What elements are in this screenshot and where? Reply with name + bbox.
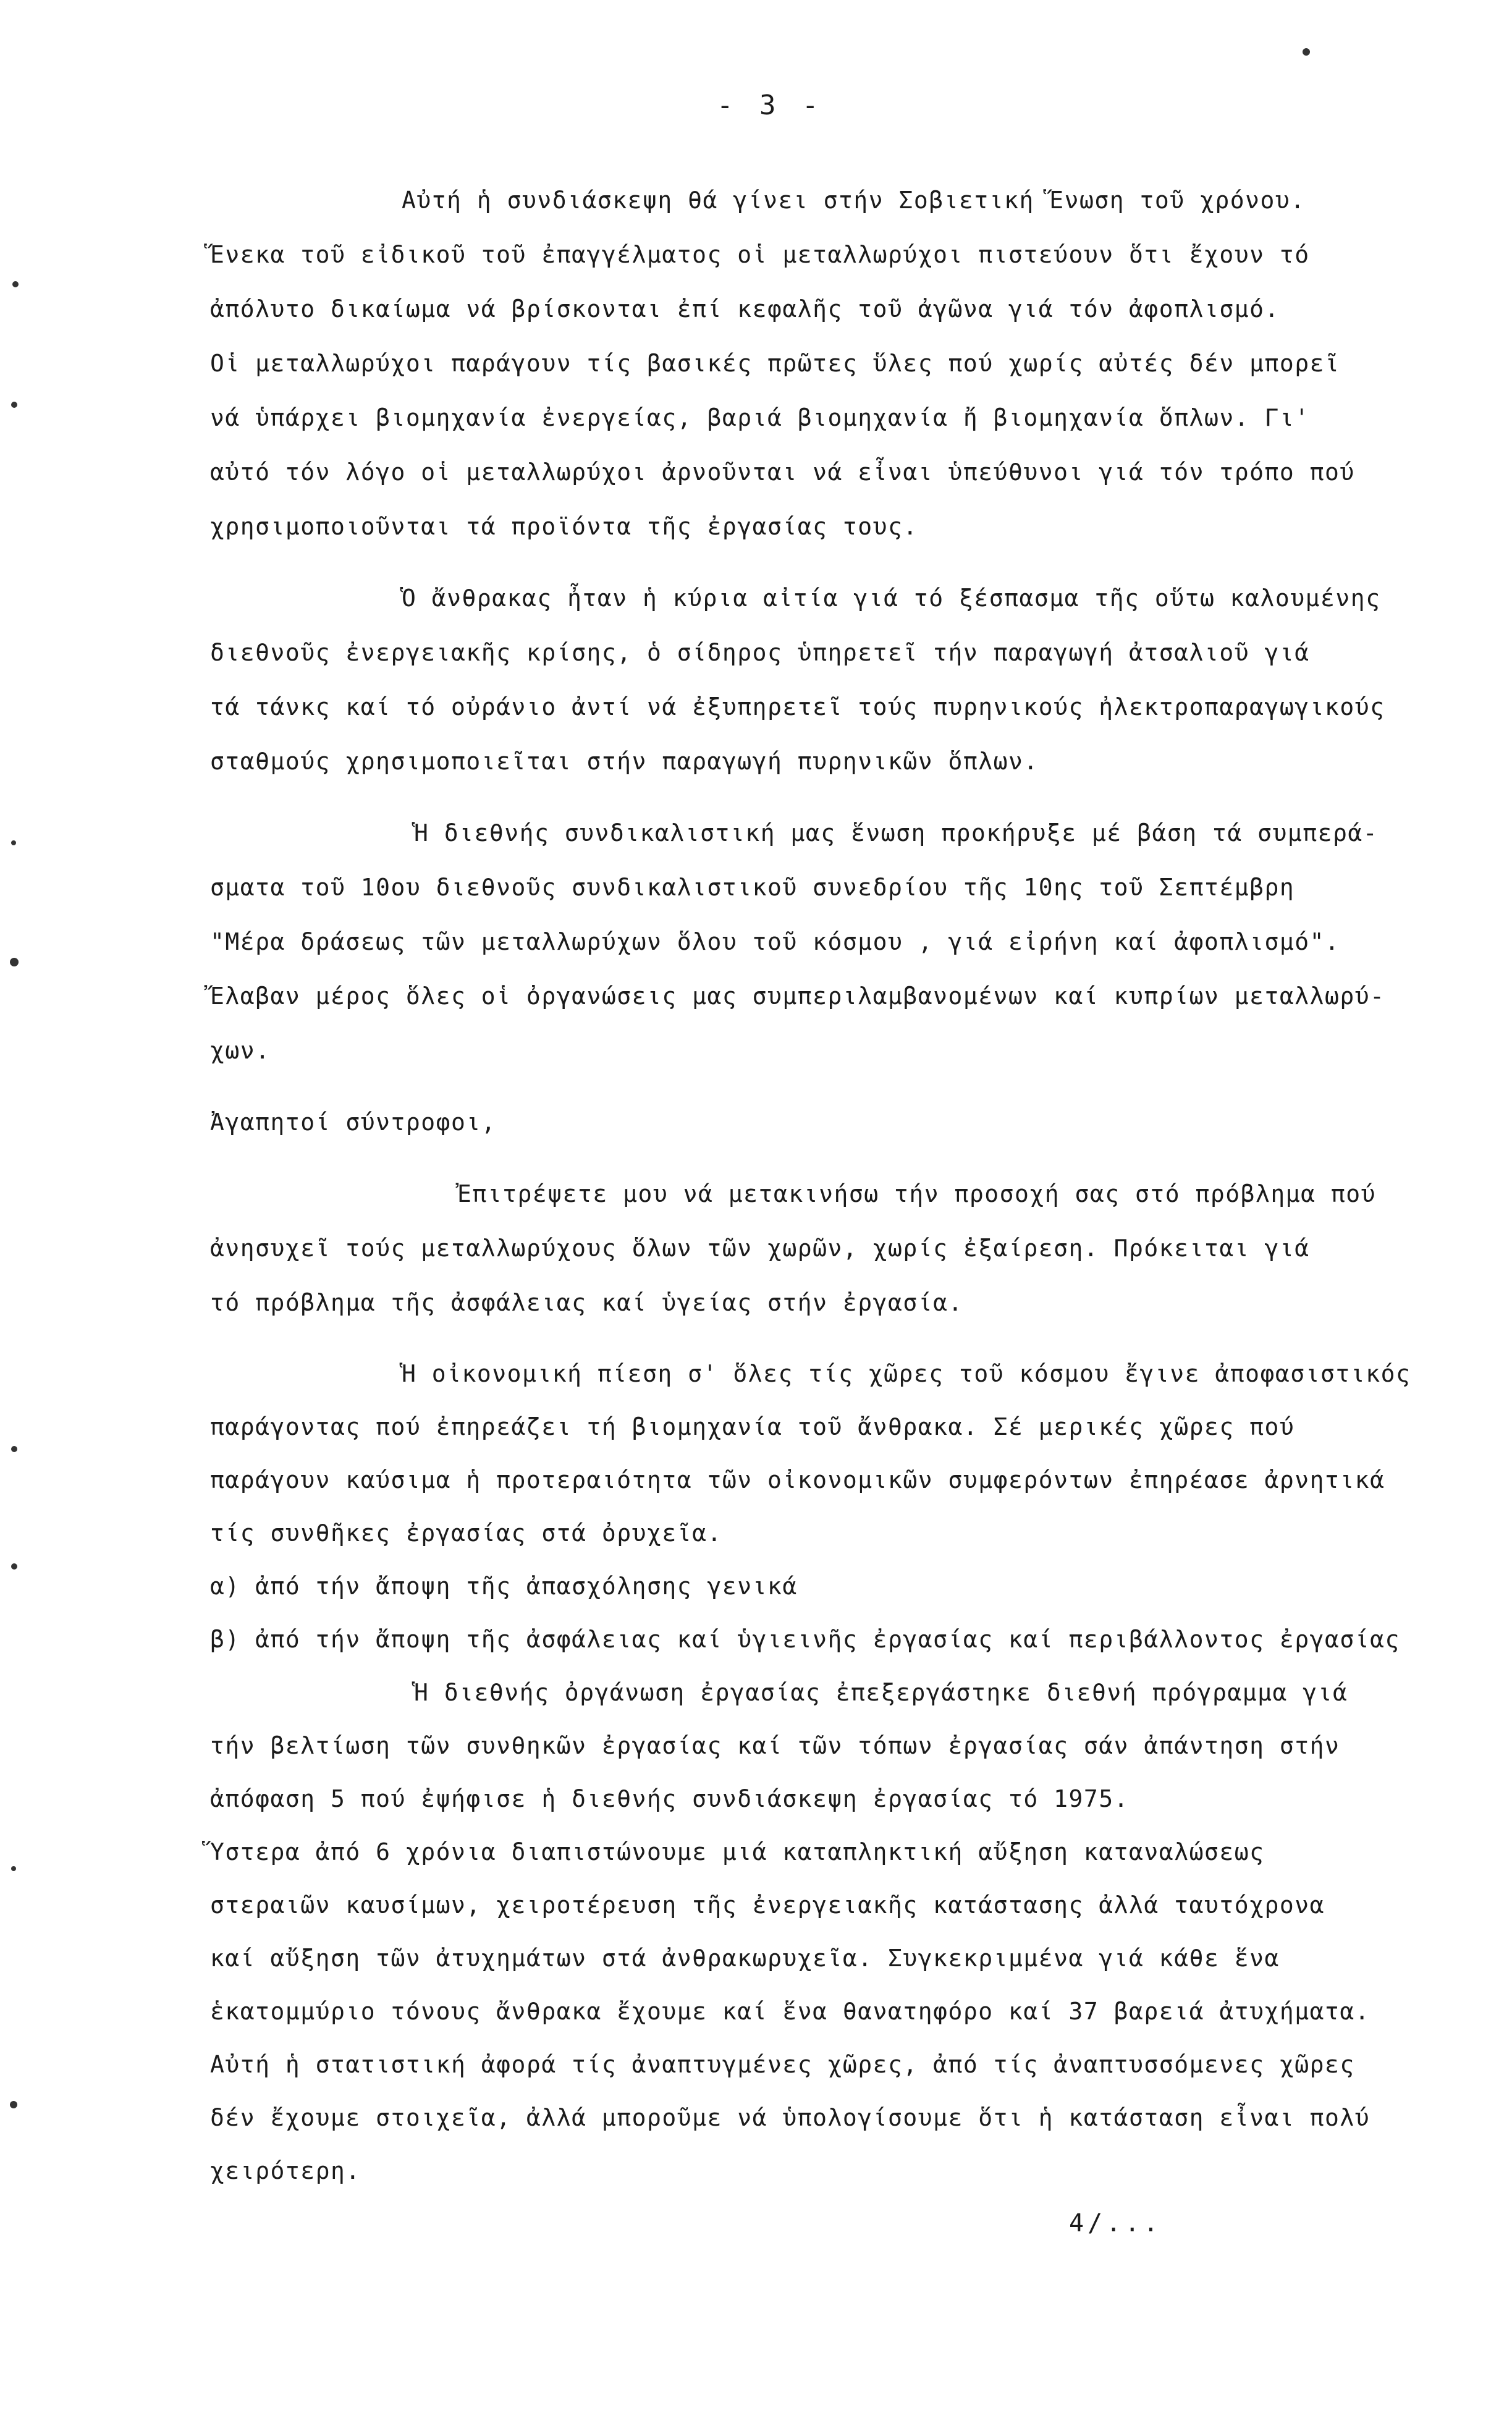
text-line: διεθνοῦς ἐνεργειακῆς κρίσης, ὁ σίδηρος ὑπηρετεῖ τήν παραγωγή ἀτσαλιοῦ γιά: [210, 639, 1310, 666]
text-line: Ἡ διεθνής συνδικαλιστική μας ἕνωση προκήρυξε μέ βάση τά συμπερά-: [414, 819, 1379, 847]
text-line: Οἱ μεταλλωρύχοι παράγουν τίς βασικές πρῶτες ὕλες πού χωρίς αὐτές δέν μπορεῖ: [210, 350, 1340, 377]
text-line: ἀπόλυτο δικαίωμα νά βρίσκονται ἐπί κεφαλῆς τοῦ ἀγῶνα γιά τόν ἀφοπλισμό.: [210, 295, 1280, 323]
text-line: νά ὑπάρχει βιομηχανία ἐνεργείας, βαριά βιομηχανία ἤ βιομηχανία ὅπλων. Γι': [210, 404, 1310, 431]
scan-speck: [12, 281, 19, 287]
text-line: Αὐτή ἡ στατιστική ἀφορά τίς ἀναπτυγμένες χῶρες, ἀπό τίς ἀναπτυσσόμενες χῶρες: [210, 2051, 1355, 2078]
scan-speck: [11, 1866, 16, 1871]
text-line: χειρότερη.: [210, 2157, 361, 2184]
paragraph-2: [210, 571, 1452, 788]
scan-speck: [11, 1563, 17, 1570]
paragraph-4: [210, 1167, 1452, 1330]
paragraph-5: [210, 1347, 1452, 1666]
text-line: στεραιῶν καυσίμων, χειροτέρευση τῆς ἐνεργειακῆς κατάστασης ἀλλά ταυτόχρονα: [210, 1891, 1325, 1919]
list-item: α) ἀπό τήν ἄποψη τῆς ἀπασχόλησης γενικά: [210, 1573, 798, 1600]
document-body: [210, 173, 1452, 2197]
text-line: τά τάνκς καί τό οὐράνιο ἀντί νά ἐξυπηρετεῖ τούς πυρηνικούς ἠλεκτροπαραγωγικούς: [210, 693, 1385, 721]
text-line: σταθμούς χρησιμοποιεῖται στήν παραγωγή πυρηνικῶν ὅπλων.: [210, 748, 1039, 775]
scan-speck: [11, 1446, 17, 1452]
text-line: παράγουν καύσιμα ἡ προτεραιότητα τῶν οἰκονομικῶν συμφερόντων ἐπηρέασε ἀρνητικά: [210, 1466, 1385, 1494]
text-line: ἑκατομμύριο τόνους ἄνθρακα ἔχουμε καί ἕνα θανατηφόρο καί 37 βαρειά ἀτυχήματα.: [210, 1998, 1371, 2025]
text-line: σματα τοῦ 10ου διεθνοῦς συνδικαλιστικοῦ συνεδρίου τῆς 10ης τοῦ Σεπτέμβρη: [210, 874, 1295, 901]
paragraph-6: [210, 1666, 1452, 2197]
text-line: χρησιμοποιοῦνται τά προϊόντα τῆς ἐργασίας τους.: [210, 513, 918, 540]
paragraph-3: [210, 806, 1452, 1078]
text-line: Αὐτή ἡ συνδιάσκεψη θά γίνει στήν Σοβιετική Ἕνωση τοῦ χρόνου.: [402, 187, 1306, 214]
scan-speck: [11, 840, 16, 845]
text-line: τήν βελτίωση τῶν συνθηκῶν ἐργασίας καί τῶν τόπων ἐργασίας σάν ἀπάντηση στήν: [210, 1732, 1340, 1759]
text-line: ἀνησυχεῖ τούς μεταλλωρύχους ὅλων τῶν χωρῶν, χωρίς ἐξαίρεση. Πρόκειται γιά: [210, 1235, 1310, 1262]
text-line: "Μέρα δράσεως τῶν μεταλλωρύχων ὅλου τοῦ κόσμου , γιά εἰρήνη καί ἀφοπλισμό".: [210, 928, 1340, 955]
text-line: αὐτό τόν λόγο οἱ μεταλλωρύχοι ἀρνοῦνται νά εἶναι ὑπεύθυνοι γιά τόν τρόπο πού: [210, 459, 1355, 486]
scan-speck: [11, 402, 17, 408]
paragraph-1: [210, 173, 1452, 554]
text-line: Ἕνεκα τοῦ εἰδικοῦ τοῦ ἐπαγγέλματος οἱ μεταλλωρύχοι πιστεύουν ὅτι ἔχουν τό: [210, 241, 1310, 268]
text-line: ἀπόφαση 5 πού ἐψήφισε ἡ διεθνής συνδιάσκεψη ἐργασίας τό 1975.: [210, 1785, 1130, 1812]
salutation: [210, 1095, 1452, 1149]
text-line: Ὕστερα ἀπό 6 χρόνια διαπιστώνουμε μιά καταπληκτική αὔξηση καταναλώσεως: [210, 1838, 1265, 1866]
text-line: Ἡ διεθνής ὀργάνωση ἐργασίας ἐπεξεργάστηκε διεθνή πρόγραμμα γιά: [414, 1679, 1348, 1706]
text-line: χων.: [210, 1037, 271, 1064]
text-line: Ἐπιτρέψετε μου νά μετακινήσω τήν προσοχή σας στό πρόβλημα πού: [457, 1180, 1377, 1207]
scan-speck: [10, 2101, 17, 2108]
text-line: τίς συνθῆκες ἐργασίας στά ὀρυχεῖα.: [210, 1519, 722, 1547]
text-line: δέν ἔχουμε στοιχεῖα, ἀλλά μποροῦμε νά ὑπολογίσουμε ὅτι ἡ κατάσταση εἶναι πολύ: [210, 2104, 1371, 2131]
text-line: Ἔλαβαν μέρος ὅλες οἱ ὀργανώσεις μας συμπεριλαμβανομένων καί κυπρίων μεταλλωρύ-: [210, 983, 1385, 1010]
text-line: Ἡ οἰκονομική πίεση σ' ὅλες τίς χῶρες τοῦ κόσμου ἔγινε ἀποφασιστικός: [402, 1360, 1411, 1387]
text-line: καί αὔξηση τῶν ἀτυχημάτων στά ἀνθρακωρυχεῖα. Συγκεκριμμένα γιά κάθε ἕνα: [210, 1945, 1280, 1972]
list-item: β) ἀπό τήν ἄποψη τῆς ἀσφάλειας καί ὑγιεινῆς ἐργασίας καί περιβάλλοντος ἐργασίας: [210, 1626, 1400, 1653]
text-line: Ἀγαπητοί σύντροφοι,: [210, 1109, 497, 1136]
scan-speck: [1303, 48, 1310, 56]
text-line: παράγοντας πού ἐπηρεάζει τή βιομηχανία τοῦ ἄνθρακα. Σέ μερικές χῶρες πού: [210, 1413, 1295, 1440]
scan-speck: [10, 958, 19, 966]
text-line: Ὁ ἄνθρακας ἦταν ἡ κύρια αἰτία γιά τό ξέσπασμα τῆς οὕτω καλουμένης: [402, 585, 1381, 612]
page-number: - 3 -: [717, 90, 824, 121]
text-line: τό πρόβλημα τῆς ἀσφάλειας καί ὑγείας στήν ἐργασία.: [210, 1289, 963, 1316]
continuation-marker: 4/...: [1069, 2209, 1162, 2238]
